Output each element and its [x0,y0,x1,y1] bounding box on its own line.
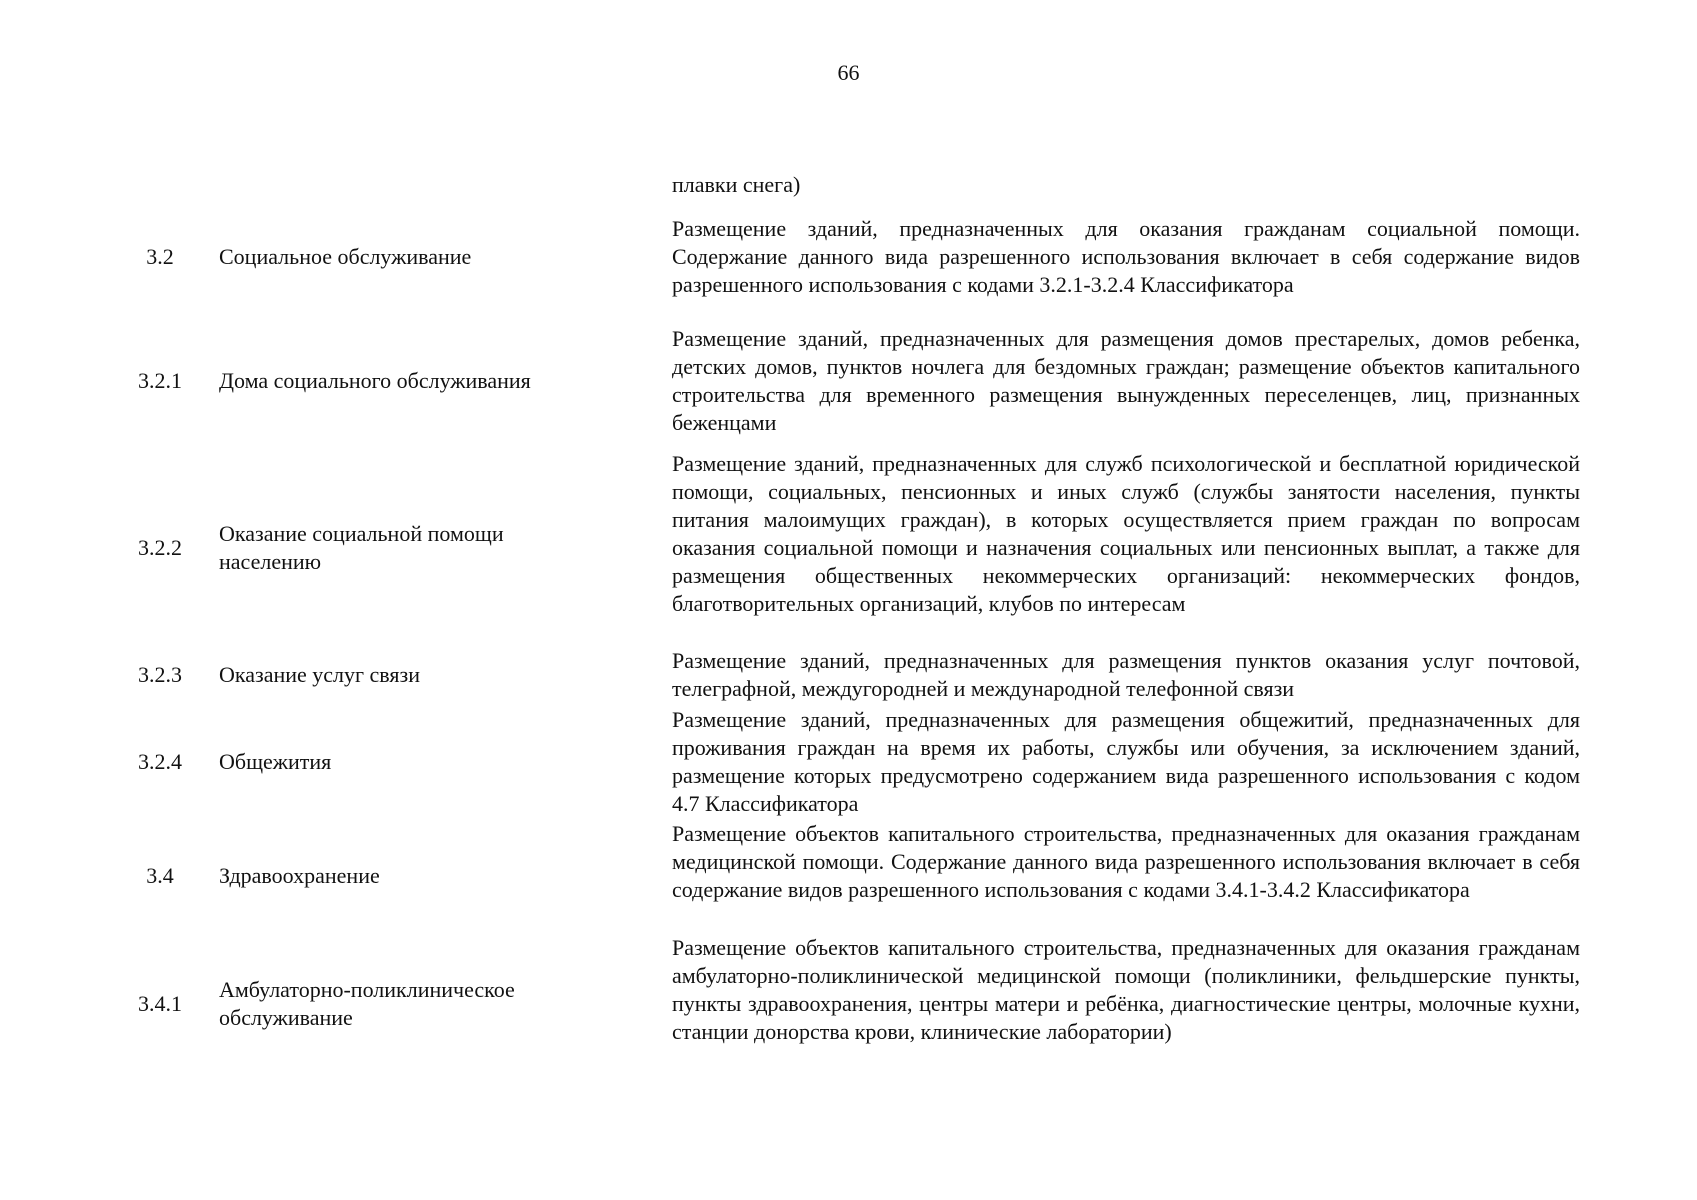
row-name: Здравоохранение [219,863,380,888]
row-name: Амбулаторно-поликлиническое обслуживание [219,977,515,1030]
row-name: Общежития [219,749,332,774]
row-name: Дома социального обслуживания [219,368,531,393]
row-code: 3.4 [146,863,174,888]
row-code: 3.4.1 [138,991,182,1016]
row-description: Размещение зданий, предназначенных для размещения общежитий, предназначенных для проживания граждан на время их работы, службы или обучения, за исключением зданий, размещение которых предусмотрено содержанием вида разрешенного использования с кодом 4.7 Классификатора [672,707,1580,816]
row-description: Размещение зданий, предназначенных для служб психологической и бесплатной юридической помощи, социальных, пенсионных и иных служб (службы занятости населения, пункты питания малоимущих граждан), в которых осуществляется прием граждан по вопросам оказания социальной помощи и назначения социальных или пенсионных выплат, а также для размещения общественных некоммерческих организаций: некоммерческих фондов, благотворительных организаций, клубов по интересам [672,451,1580,616]
row-code: 3.2.2 [138,535,182,560]
row-description: Размещение объектов капитального строительства, предназначенных для оказания гражданам амбулаторно-поликлинической медицинской помощи (поликлиники, фельдшерские пункты, пункты здравоохранения, центры матери и ребёнка, диагностические центры, молочные кухни, станции донорства крови, клинические лаборатории) [672,935,1580,1044]
row-description: Размещение зданий, предназначенных для оказания гражданам социальной помощи. Содержание данного вида разрешенного использования включает в себя содержание видов разрешенного использования с кодами 3.2.1-3.2.4 Классификатора [672,216,1580,297]
row-name: Оказание социальной помощи населению [219,521,504,574]
row-name: Оказание услуг связи [219,662,420,687]
row-code: 3.2.4 [138,749,182,774]
page-number: 66 [837,60,860,85]
continuation-text: плавки снега) [672,172,801,197]
row-code: 3.2.3 [138,662,182,687]
row-code: 3.2.1 [138,368,182,393]
row-code: 3.2 [146,244,174,269]
row-name: Социальное обслуживание [219,244,472,269]
row-description: Размещение зданий, предназначенных для размещения пунктов оказания услуг почтовой, телеграфной, междугородней и международной телефонной связи [672,648,1580,701]
row-description: Размещение объектов капитального строительства, предназначенных для оказания гражданам медицинской помощи. Содержание данного вида разрешенного использования включает в себя содержание видов разрешенного использования с кодами 3.4.1-3.4.2 Классификатора [672,821,1580,902]
row-description: Размещение зданий, предназначенных для размещения домов престарелых, домов ребенка, детских домов, пунктов ночлега для бездомных граждан; размещение объектов капитального строительства для временного размещения вынужденных переселенцев, лиц, признанных беженцами [672,326,1580,435]
